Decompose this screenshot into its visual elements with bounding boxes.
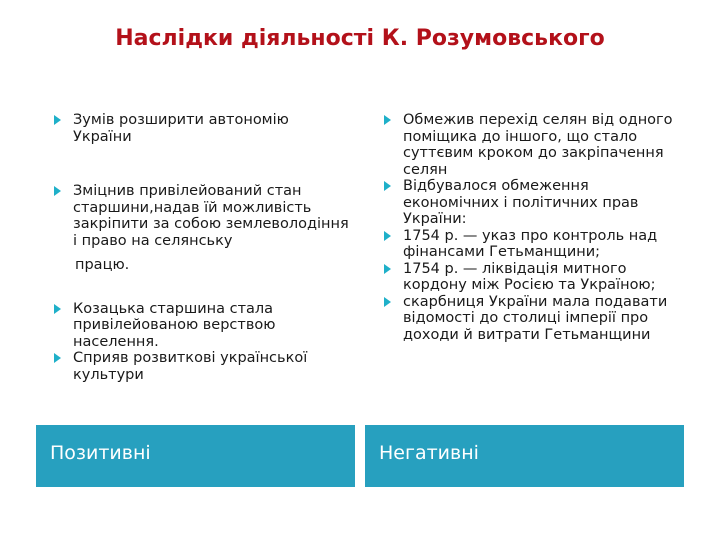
bullet-arrow-icon bbox=[54, 186, 61, 196]
list-item-text: скарбниця України мала подавати відомості до столиці імперії про доходи й витрати Гетьманщини bbox=[403, 293, 668, 343]
bullet-arrow-icon bbox=[384, 264, 391, 274]
negative-list bbox=[384, 112, 684, 343]
positive-list bbox=[54, 112, 350, 383]
list-item-text: 1754 р. — ліквідація митного кордону між Росією та Україною; bbox=[403, 260, 656, 293]
list-item bbox=[384, 178, 684, 228]
list-item bbox=[54, 301, 350, 351]
list-item-text: Відбувалося обмеження економічних і політичних прав України: bbox=[403, 178, 639, 227]
bullet-arrow-icon bbox=[384, 297, 391, 307]
list-item-text: Зміцнив привілейований стан старшини,надав їй можливість закріпити за собою землеволодіння і право на селянську bbox=[73, 183, 349, 249]
list-item bbox=[54, 350, 350, 383]
bullet-arrow-icon bbox=[384, 181, 391, 191]
slide-title: Наслідки діяльності К. Розумовського bbox=[115, 26, 605, 51]
list-item-text: Зумів розширити автономію України bbox=[73, 112, 289, 145]
list-item bbox=[54, 112, 350, 145]
list-item-continuation: працю. bbox=[75, 257, 130, 273]
bullet-arrow-icon bbox=[384, 115, 391, 125]
list-item bbox=[384, 228, 684, 261]
list-item-text: Сприяв розвиткові української культури bbox=[73, 350, 308, 383]
bullet-arrow-icon bbox=[384, 231, 391, 241]
bullet-arrow-icon bbox=[54, 353, 61, 363]
bullet-arrow-icon bbox=[54, 304, 61, 314]
list-item-text: Обмежив перехід селян від одного поміщика до іншого, що стало суттєвим кроком до закріпачення селян bbox=[403, 112, 673, 178]
positive-label-panel: Позитивні bbox=[36, 425, 355, 487]
list-item bbox=[384, 261, 684, 294]
list-item bbox=[54, 183, 350, 274]
bullet-arrow-icon bbox=[54, 115, 61, 125]
negative-label-panel: Негативні bbox=[365, 425, 684, 487]
list-item-text: Козацька старшина стала привілейованою верствою населення. bbox=[73, 300, 276, 350]
list-item bbox=[384, 112, 684, 178]
list-item bbox=[384, 294, 684, 344]
list-item-text: 1754 р. — указ про контроль над фінансами Гетьманщини; bbox=[403, 227, 658, 260]
